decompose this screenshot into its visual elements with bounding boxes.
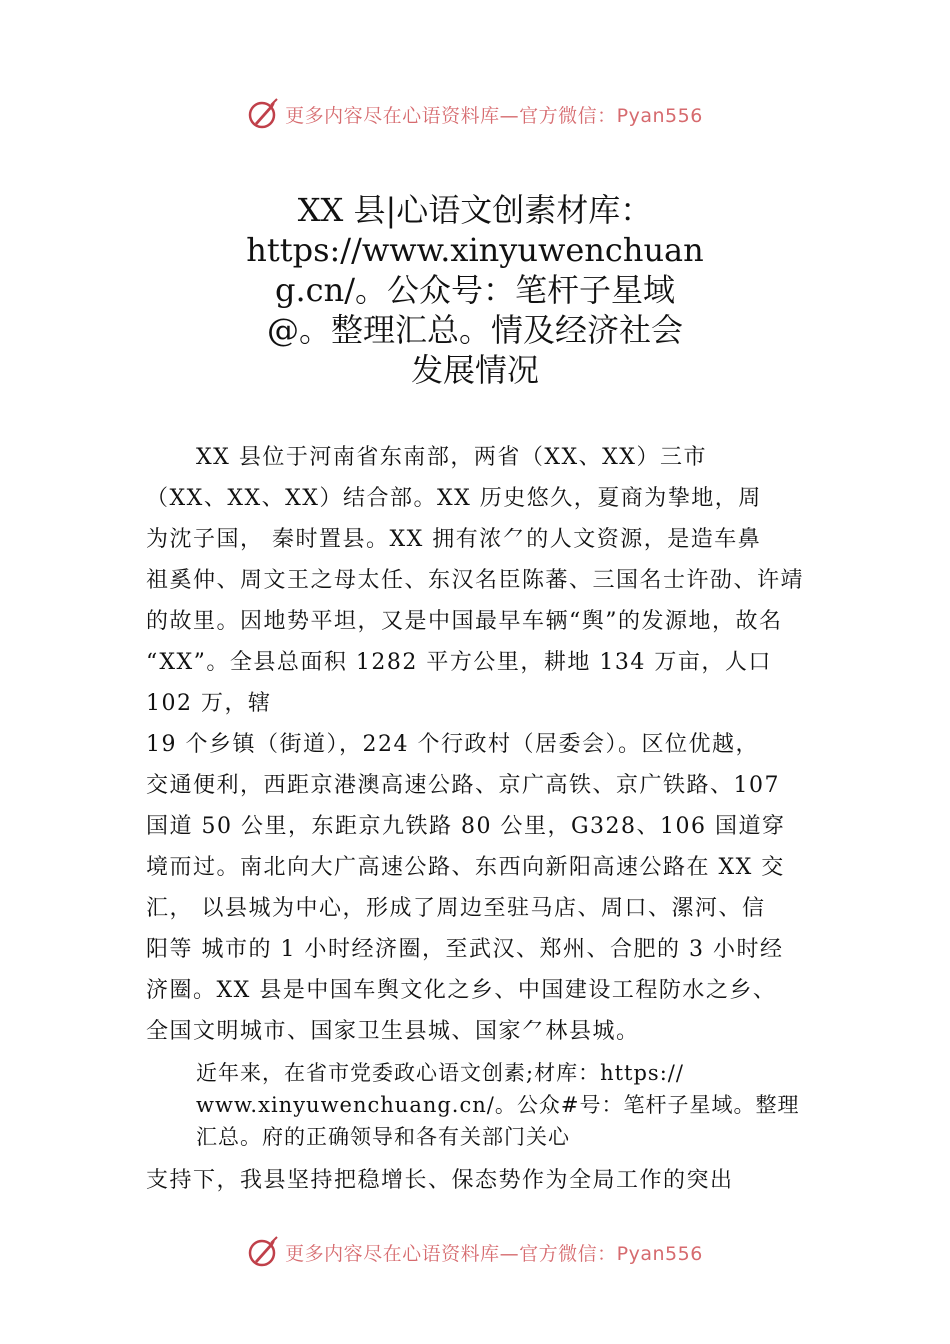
footer-brand bbox=[0, 1232, 950, 1272]
text-line: 全国文明城市、国家卫生县城、国家⺈林县城。 bbox=[146, 1019, 640, 1044]
footer-brand-text: 更多内容尽在心语资料库—官方微信：Pyan556 bbox=[285, 1242, 703, 1265]
quill-pen-icon bbox=[247, 97, 281, 131]
text-line: www.xinyuwenchuang.cn/。公众#号：笔杆子星域。整理 bbox=[196, 1093, 800, 1117]
text-line: （XX、XX、XX）结合部。XX 历史悠久，夏商为挚地，周 bbox=[146, 486, 762, 511]
body-paragraph-2 bbox=[196, 1057, 836, 1153]
text-line: 汇， 以县城为中心，形成了周边至驻马店、周口、漯河、信 bbox=[146, 896, 766, 921]
text-line: 为沈子国， 秦时置县。XX 拥有浓⺈的人文资源，是造车鼻 bbox=[146, 527, 762, 552]
text-line: 交通便利，西距京港澳高速公路、京广高铁、京广铁路、107 bbox=[146, 773, 780, 798]
title-line: @。整理汇总。情及经济社会 bbox=[266, 311, 683, 349]
text-line: 境而过。南北向大广高速公路、东西向新阳高速公路在 XX 交 bbox=[146, 855, 785, 880]
text-line: 济圈。XX 县是中国车舆文化之乡、中国建设工程防水之乡、 bbox=[146, 978, 777, 1003]
text-line: 阳等 城市的 1 小时经济圈，至武汉、郑州、合肥的 3 小时经 bbox=[146, 937, 784, 962]
title-line: g.cn/。公众号：笔杆子星域 bbox=[275, 271, 675, 309]
quill-pen-icon bbox=[247, 1235, 281, 1269]
title-line: https://www.xinyuwenchuan bbox=[246, 231, 704, 269]
text-line: “XX”。全县总面积 1282 平方公里，耕地 134 万亩，人口 bbox=[146, 650, 772, 675]
text-line: 国道 50 公里，东距京九铁路 80 公里，G328、106 国道穿 bbox=[146, 814, 786, 839]
text-line: 近年来，在省市党委政心语文创素;材库：https:// bbox=[196, 1061, 684, 1085]
document-title bbox=[240, 190, 710, 390]
text-line: 的故里。因地势平坦，又是中国最早车辆“舆”的发源地，故名 bbox=[146, 609, 783, 634]
title-line: XX 县|心语文创素材库： bbox=[297, 191, 653, 229]
text-line: 支持下，我县坚持把稳增长、保态势作为全局工作的突出 bbox=[146, 1168, 734, 1193]
header-brand bbox=[0, 94, 950, 134]
header-brand-text: 更多内容尽在心语资料库—官方微信：Pyan556 bbox=[285, 104, 703, 127]
title-line: 发展情况 bbox=[410, 351, 539, 389]
body-paragraph-1 bbox=[146, 437, 826, 1052]
text-line: XX 县位于河南省东南部，两省（XX、XX）三市 bbox=[196, 445, 707, 470]
text-line: 19 个乡镇（街道），224 个行政村（居委会）。区位优越， bbox=[146, 732, 759, 757]
text-line: 汇总。府的正确领导和各有关部门关心 bbox=[196, 1125, 570, 1149]
text-line: 祖奚仲、周文王之母太任、东汉名臣陈蕃、三国名士许劭、许靖 bbox=[146, 568, 805, 593]
body-paragraph-3 bbox=[146, 1160, 826, 1201]
text-line: 102 万，辖 bbox=[146, 691, 272, 716]
